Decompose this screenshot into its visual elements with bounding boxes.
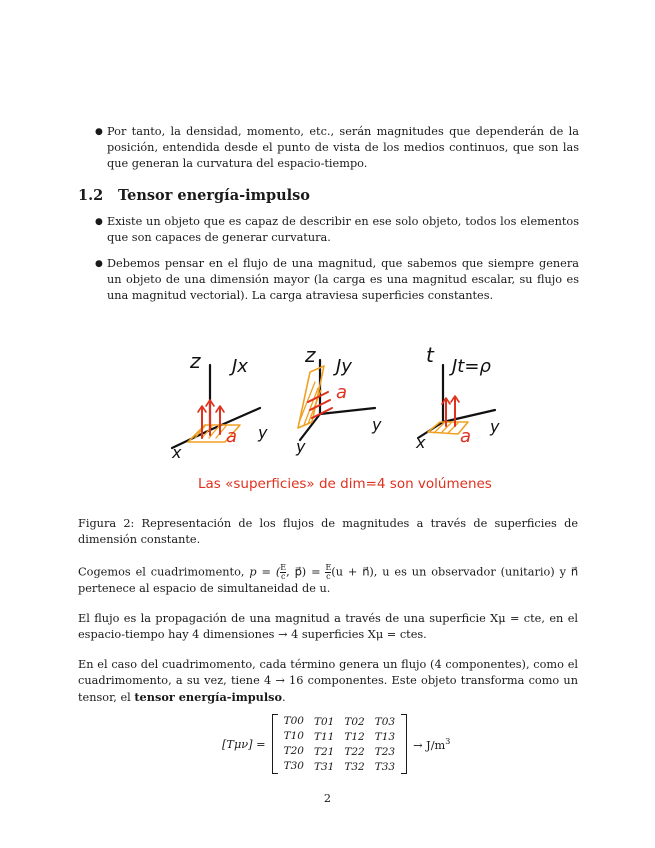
matrix-cell: T12: [344, 730, 365, 743]
p1-rest2: (u + n⃗), u es un observador (unitario) y n⃗ pertenece al espacio de simultaneidad de u.: [78, 565, 579, 595]
bullet-text: Por tanto, la densidad, momento, etc., serán magnitudes que dependerán de la posición, entendida desde el punto de vista de los medios continuos, que son las que generan la curvatura del espacio-tiempo.: [107, 125, 579, 170]
eq-lhs: [Tμν] =: [222, 737, 266, 751]
p1-rest1: , p⃗) =: [286, 565, 321, 579]
matrix-cell: T02: [344, 715, 365, 728]
eq-rhs-text: → J/m: [413, 738, 446, 752]
matrix-row: [279, 759, 401, 774]
p3-end: .: [282, 691, 286, 704]
bullet-dot: ●: [95, 217, 103, 227]
label-z1: z: [190, 349, 201, 373]
matrix-cell: T33: [374, 760, 396, 773]
p3-bold: tensor energía-impulso: [134, 690, 283, 704]
figure-flux-sketch: [150, 330, 510, 500]
frac-num: E: [280, 563, 287, 572]
p1-peq: p = (: [249, 565, 281, 579]
sketch-jx: [172, 365, 260, 448]
paragraph-tensor: [78, 657, 578, 706]
label-y1: y: [258, 423, 268, 442]
page-number: 2: [323, 792, 332, 805]
equation-tensor: [222, 714, 450, 774]
figure-caption: Figura 2: Representación de los flujos de magnitudes a través de superficies de dimensión constante.: [78, 517, 578, 546]
label-t: t: [426, 343, 434, 367]
matrix-cell: T32: [344, 760, 365, 773]
p1-start: Cogemos el cuadrimomento,: [78, 565, 245, 579]
label-jt: Jt=ρ: [452, 356, 491, 377]
matrix-cell: T20: [283, 745, 304, 757]
bullet-object: [95, 214, 579, 246]
section-title: Tensor energía-impulso: [118, 187, 310, 204]
matrix-cell: T13: [374, 730, 396, 743]
bullet-text: Debemos pensar en el flujo de una magnitud, que sabemos que siempre genera un objeto de una dimensión mayor (la carga es una magnitud escalar, su flujo es una magnitud vectorial). La carga atraviesa superficies constantes.: [107, 257, 579, 302]
label-y2: y: [296, 437, 306, 456]
label-a3: a: [460, 426, 472, 447]
matrix-cell: T21: [314, 745, 335, 758]
matrix-cell: T30: [283, 760, 304, 772]
label-a2: a: [336, 382, 348, 403]
section-heading: [78, 187, 310, 204]
bullet-text: Existe un objeto que es capaz de describir en ese solo objeto, todos los elementos que son capaces de generar curvatura.: [107, 215, 579, 244]
matrix-cell: T22: [344, 745, 365, 758]
matrix-row: [279, 744, 401, 759]
label-a1: a: [226, 426, 238, 447]
matrix-table: [279, 714, 401, 774]
section-number: 1.2: [78, 187, 104, 204]
eq-rhs-exp: 3: [445, 736, 451, 746]
paragraph-flujo: El flujo es la propagación de una magnitud a través de una superficie Xμ = cte, en el espacio-tiempo hay 4 dimensiones → 4 superficies Xμ = ctes.: [78, 612, 578, 641]
bullet-dot: ●: [95, 259, 103, 269]
matrix-cell: T00: [283, 715, 304, 727]
frac-num: E: [325, 563, 332, 572]
eq-rhs: [413, 737, 450, 752]
matrix-cell: T10: [283, 730, 304, 742]
matrix-cell: T23: [374, 745, 396, 758]
label-jy: Jy: [336, 356, 352, 377]
matrix-row: [279, 714, 401, 729]
p3-text: En el caso del cuadrimomento, cada término genera un flujo (4 componentes), como el cuadrimomento, a su vez, tiene 4 → 16 componentes. Este objeto transforma como un tensor, el: [78, 658, 578, 704]
label-x3: x: [416, 433, 426, 452]
bullet-flux: [95, 256, 579, 304]
figure-handwritten-caption: Las «superficies» de dim=4 son volúmenes: [198, 476, 492, 492]
matrix-cell: T31: [314, 760, 335, 773]
label-z2: z: [305, 343, 316, 367]
matrix-cell: T11: [314, 730, 335, 743]
label-x1: x: [172, 443, 182, 462]
matrix: [272, 714, 408, 774]
matrix-cell: T03: [374, 715, 396, 728]
bullet-density: [95, 124, 579, 172]
frac-den: c: [326, 572, 331, 581]
bullet-dot: ●: [95, 127, 103, 137]
matrix-cell: T01: [314, 715, 335, 728]
label-y3: y: [490, 417, 500, 436]
label-y2b: y: [372, 415, 382, 434]
matrix-row: [279, 729, 401, 744]
frac-den: c: [280, 572, 286, 581]
paragraph-cuadrimomento: [78, 564, 578, 597]
label-jx: Jx: [232, 356, 248, 377]
